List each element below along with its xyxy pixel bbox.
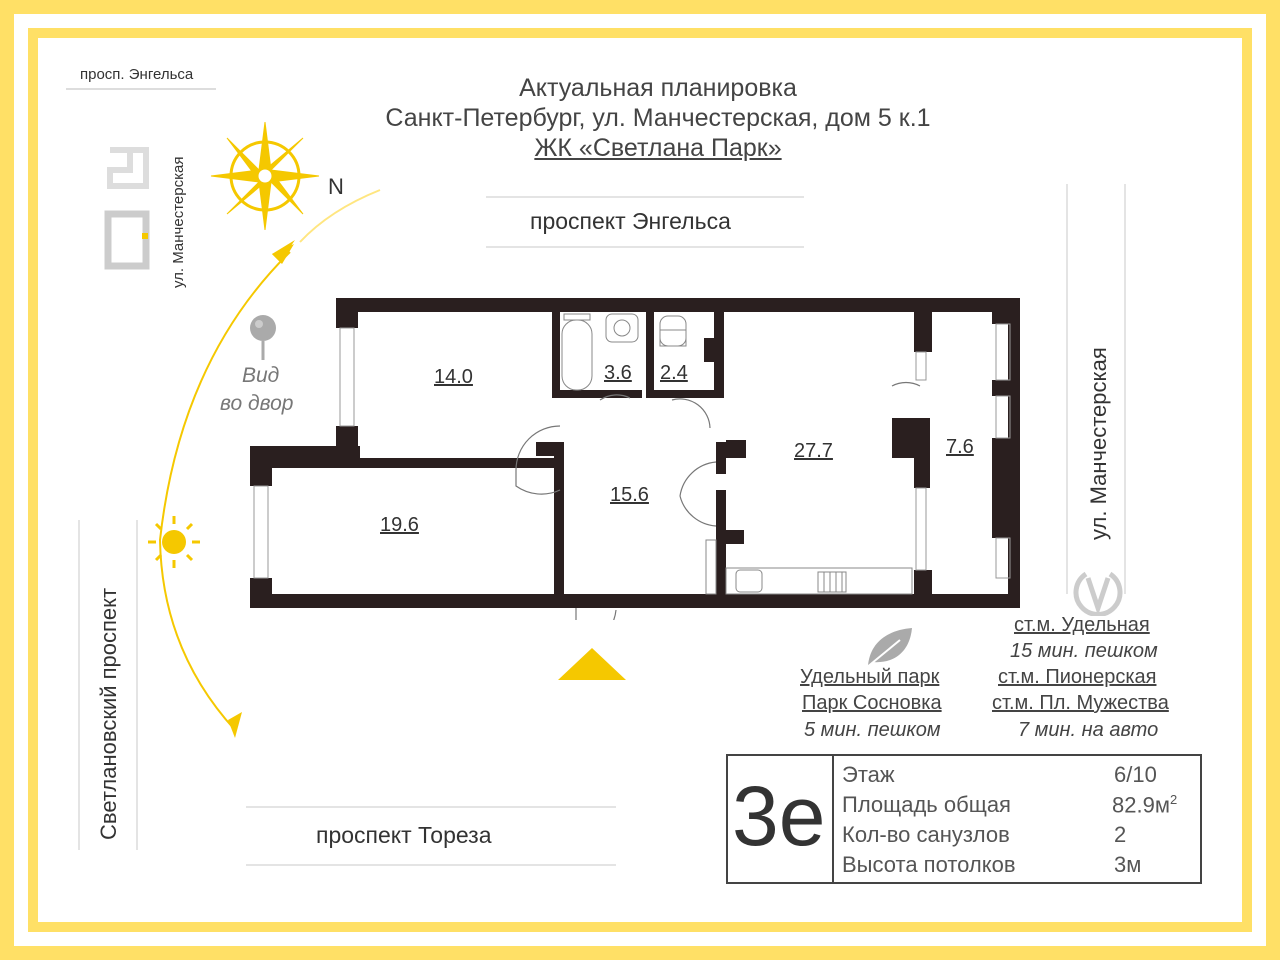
view-label-2: во двор <box>220 392 294 415</box>
entrance-arrow-icon <box>556 646 628 682</box>
park-1 <box>800 666 939 689</box>
spec-label-area: Площадь общая <box>842 792 1011 817</box>
metro-station-2-name: ст.м. Пионерская <box>998 666 1157 688</box>
spec-divider <box>832 756 834 882</box>
street-bottom: проспект Тореза <box>316 822 492 848</box>
spec-label-bathrooms: Кол-во санузлов <box>842 822 1010 847</box>
apartment-type: 3е <box>732 769 826 863</box>
road-line-top-1 <box>486 196 804 198</box>
mini-map-street-top: просп. Энгельса <box>80 66 194 83</box>
mini-map-street-side: ул. Манчестерская <box>170 156 187 288</box>
header-address: Санкт-Петербург, ул. Манчестерская, дом 5 к.1 <box>385 104 931 132</box>
sun-icon <box>144 512 204 572</box>
metro-station-2 <box>998 666 1156 689</box>
spec-value-area <box>1112 792 1177 818</box>
room-area-bedroom-1: 14.0 <box>434 366 473 388</box>
road-line-right-1 <box>1066 184 1068 594</box>
metro-time-1: 15 мин. пешком <box>1010 640 1158 662</box>
compass-north-label: N <box>328 174 344 199</box>
room-area-wc: 2.4 <box>660 362 688 384</box>
street-top: проспект Энгельса <box>530 208 731 234</box>
room-area-loggia: 7.6 <box>946 436 974 458</box>
spec-value-area-unit-sup: 2 <box>1169 792 1178 807</box>
road-line-bottom-2 <box>246 864 616 866</box>
spec-table <box>726 754 1202 884</box>
leaf-icon <box>862 624 916 670</box>
metro-station-1 <box>1014 614 1150 637</box>
park-1-name: Удельный парк <box>800 666 940 688</box>
spec-label-ceiling: Высота потолков <box>842 852 1016 877</box>
road-line-top-2 <box>486 246 804 248</box>
park-2-name: Парк Сосновка <box>802 692 942 714</box>
metro-station-3 <box>992 692 1169 715</box>
room-area-bathroom: 3.6 <box>604 362 632 384</box>
view-label-1: Вид <box>242 364 280 387</box>
street-left: Светлановский проспект <box>96 587 121 840</box>
spec-value-ceiling: 3м <box>1114 852 1142 877</box>
room-area-living: 27.7 <box>794 440 833 462</box>
spec-value-area-number: 82.9м <box>1112 792 1170 818</box>
metro-station-3-name: ст.м. Пл. Мужества <box>992 692 1169 714</box>
street-right: ул. Манчестерская <box>1086 347 1111 540</box>
road-line-left-2 <box>136 520 138 850</box>
floor-plan <box>240 290 1030 620</box>
room-area-bedroom-2: 19.6 <box>380 514 419 536</box>
spec-value-floor: 6/10 <box>1114 762 1157 787</box>
metro-icon <box>1072 568 1124 616</box>
complex-name: ЖК «Светлана Парк» <box>534 134 782 162</box>
metro-time-2: 7 мин. на авто <box>1018 719 1159 741</box>
room-area-hall: 15.6 <box>610 484 649 506</box>
park-2 <box>802 692 942 715</box>
header-title: Актуальная планировка <box>519 74 797 102</box>
header-complex <box>0 134 1280 163</box>
park-time: 5 мин. пешком <box>804 719 941 741</box>
road-line-bottom-1 <box>246 806 616 808</box>
spec-value-bathrooms: 2 <box>1114 822 1127 847</box>
arrow-top-icon <box>268 240 298 268</box>
road-line-right-2 <box>1124 184 1126 594</box>
mini-map-road <box>66 88 216 90</box>
spec-label-floor: Этаж <box>842 762 895 787</box>
road-line-left-1 <box>78 520 80 850</box>
metro-station-1-name: ст.м. Удельная <box>1014 614 1150 636</box>
